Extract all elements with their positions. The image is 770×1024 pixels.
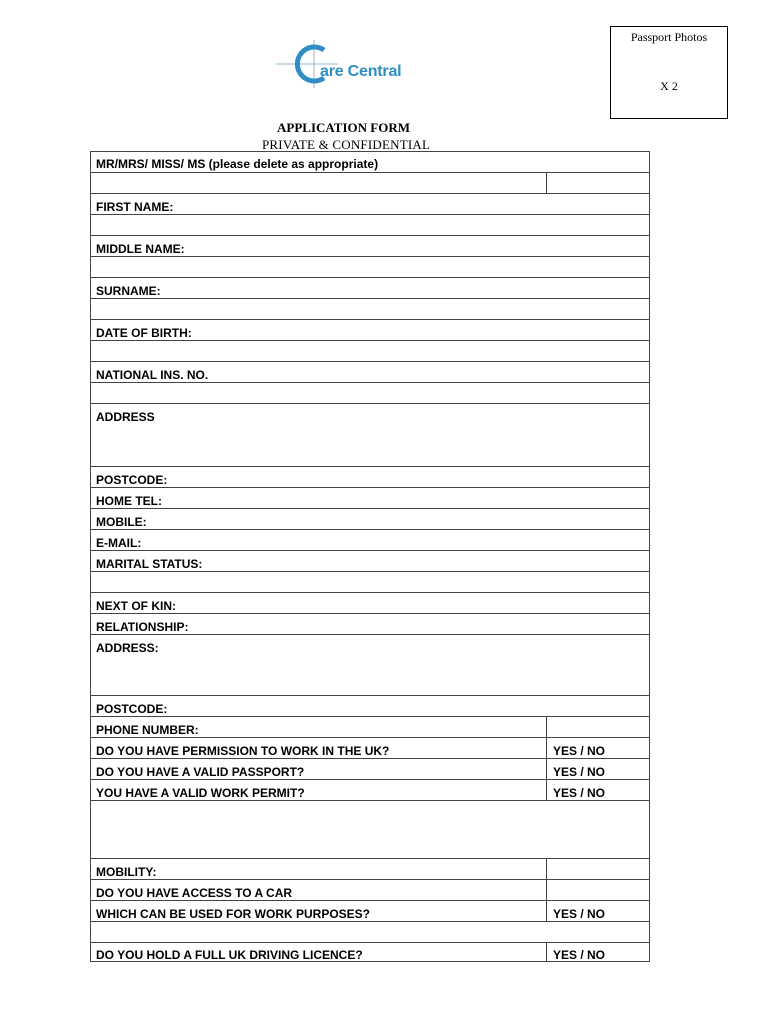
licence-answer[interactable]: YES / NO: [553, 948, 606, 962]
logo-text: are Central: [320, 63, 402, 80]
passport-photos-label: Passport Photos: [630, 30, 708, 44]
surname-label: SURNAME:: [96, 284, 161, 298]
work-permission-label: DO YOU HAVE PERMISSION TO WORK IN THE UK?: [96, 744, 390, 758]
phone-number-label: PHONE NUMBER:: [96, 723, 199, 737]
marital-status-label: MARITAL STATUS:: [96, 557, 203, 571]
form-title: APPLICATION FORM: [277, 120, 411, 135]
application-form: [90, 151, 650, 962]
next-of-kin-label: NEXT OF KIN:: [96, 599, 176, 613]
passport-photo-box: [610, 26, 728, 119]
kin-postcode-label: POSTCODE:: [96, 702, 168, 716]
car-work-label: WHICH CAN BE USED FOR WORK PURPOSES?: [96, 907, 371, 921]
form-subtitle: PRIVATE & CONFIDENTIAL: [262, 137, 431, 152]
middle-name-label: MIDDLE NAME:: [96, 242, 185, 256]
passport-answer[interactable]: YES / NO: [553, 765, 606, 779]
home-tel-label: HOME TEL:: [96, 494, 162, 508]
car-answer[interactable]: YES / NO: [553, 907, 606, 921]
postcode-label: POSTCODE:: [96, 473, 168, 487]
photo-count-label: X 2: [660, 79, 678, 93]
passport-label: DO YOU HAVE A VALID PASSPORT?: [96, 765, 305, 779]
relationship-label: RELATIONSHIP:: [96, 620, 189, 634]
kin-address-label: ADDRESS:: [96, 641, 159, 655]
email-label: E-MAIL:: [96, 536, 142, 550]
ni-number-label: NATIONAL INS. NO.: [96, 368, 209, 382]
mobile-label: MOBILE:: [96, 515, 147, 529]
work-permit-label: YOU HAVE A VALID WORK PERMIT?: [96, 786, 305, 800]
mobility-label: MOBILITY:: [96, 865, 157, 879]
work-permission-answer[interactable]: YES / NO: [553, 744, 606, 758]
address-label: ADDRESS: [96, 410, 155, 424]
driving-licence-label: DO YOU HOLD A FULL UK DRIVING LICENCE?: [96, 948, 363, 962]
work-permit-answer[interactable]: YES / NO: [553, 786, 606, 800]
first-name-label: FIRST NAME:: [96, 200, 174, 214]
car-access-label: DO YOU HAVE ACCESS TO A CAR: [96, 886, 293, 900]
dob-label: DATE OF BIRTH:: [96, 326, 192, 340]
title-field-label: MR/MRS/ MISS/ MS (please delete as appropriate): [96, 157, 379, 171]
